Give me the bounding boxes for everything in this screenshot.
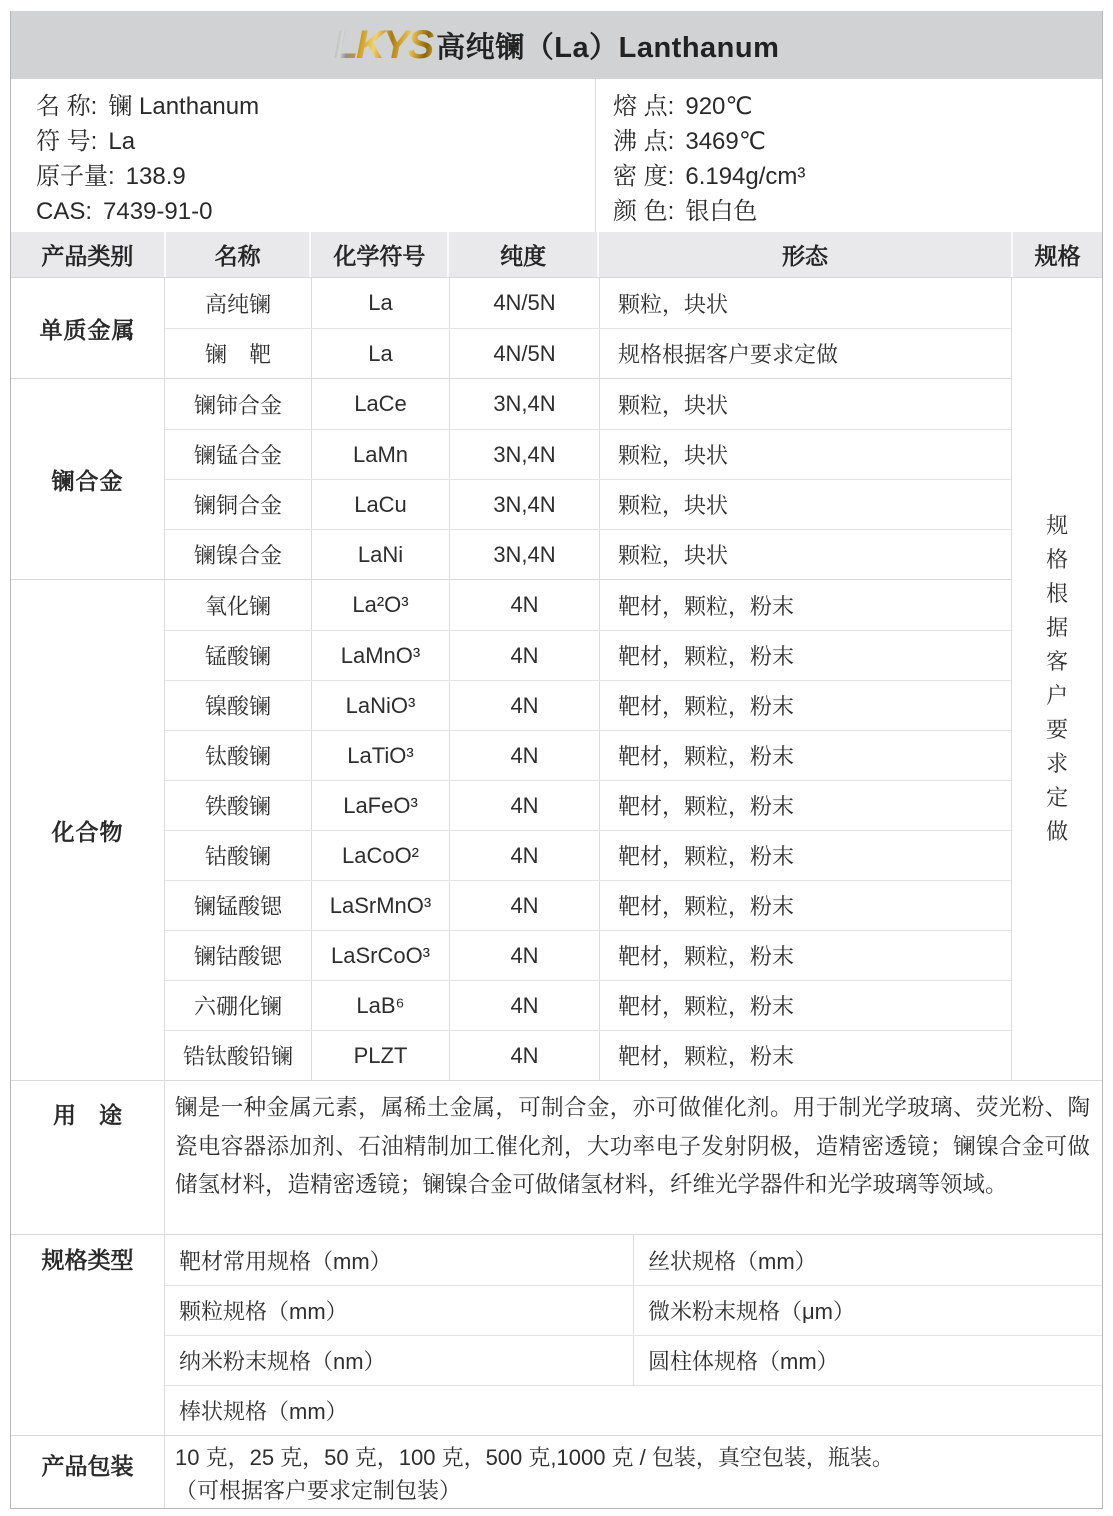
- spec-types-section: [11, 1234, 1102, 1435]
- cell-form: 靶材，颗粒，粉末: [599, 731, 1011, 780]
- spec-type-cell: 圆柱体规格（mm）: [633, 1336, 1102, 1385]
- cell-form: 颗粒，块状: [599, 530, 1011, 579]
- column-header-spec: 规格: [1011, 232, 1102, 277]
- group-rows: [164, 278, 1011, 378]
- cell-symbol: LaMn: [311, 430, 449, 479]
- spec-type-cell: 丝状规格（mm）: [633, 1235, 1102, 1285]
- group-rows: [164, 580, 1011, 1080]
- cell-purity: 4N: [449, 781, 599, 830]
- cell-name: 镧镍合金: [193, 543, 282, 568]
- cell-form: 颗粒，块状: [599, 430, 1011, 479]
- info-label: 原子量:: [36, 163, 115, 190]
- table-row: [165, 328, 1011, 378]
- usage-text: 镧是一种金属元素，属稀土金属，可制合金，亦可做催化剂。用于制光学玻璃、荧光粉、陶瓷电容器添加剂、石油精制加工催化剂，大功率电子发射阴极，造精密透镜；镧镍合金可做储氢材料，造精密透镜；镧镍合金可做储氢材料，纤维光学器件和光学玻璃等领域。: [164, 1081, 1102, 1234]
- spec-type-cell: 纳米粉末规格（nm）: [179, 1349, 386, 1374]
- cell-name: 镧钴酸锶: [193, 944, 282, 969]
- cell-name: 铁酸镧: [204, 794, 271, 819]
- table-row: [165, 479, 1011, 529]
- spec-type-row: [165, 1385, 1102, 1435]
- spec-types-label: 规格类型: [41, 1247, 134, 1273]
- cell-form: 规格根据客户要求定做: [599, 329, 1011, 378]
- table-row: [165, 680, 1011, 730]
- column-header-purity: 纯度: [447, 232, 597, 277]
- info-value: 银白色: [685, 198, 758, 225]
- table-row: [165, 930, 1011, 980]
- cell-name: 钴酸镧: [204, 844, 271, 869]
- product-rows-area: [11, 278, 1011, 1080]
- page-title: 高纯镧（La）Lanthanum: [436, 31, 780, 64]
- info-line-density: [613, 159, 1102, 194]
- cell-purity: 3N,4N: [449, 430, 599, 479]
- cell-symbol: La: [311, 278, 449, 328]
- product-group-alloy: [11, 378, 1011, 579]
- table-row: [165, 278, 1011, 328]
- cell-symbol: LaMnO³: [311, 631, 449, 680]
- cell-form: 靶材，颗粒，粉末: [599, 1031, 1011, 1080]
- cell-symbol: LaCu: [311, 480, 449, 529]
- info-value: 3469℃: [685, 128, 766, 155]
- info-label: 颜 色:: [613, 198, 675, 225]
- cell-purity: 4N/5N: [449, 278, 599, 328]
- cell-purity: 4N: [449, 1031, 599, 1080]
- table-row: [165, 630, 1011, 680]
- spec-types-rows: [164, 1235, 1102, 1435]
- cell-symbol: LaSrMnO³: [311, 881, 449, 930]
- cell-form: 靶材，颗粒，粉末: [599, 580, 1011, 630]
- column-header-name: 名称: [164, 232, 310, 277]
- cell-form: 颗粒，块状: [599, 278, 1011, 328]
- usage-label: 用 途: [53, 1102, 122, 1128]
- info-line-color: [613, 194, 1102, 229]
- column-header-symbol: 化学符号: [309, 232, 447, 277]
- info-value: La: [108, 128, 136, 155]
- cell-purity: 4N: [449, 681, 599, 730]
- cell-symbol: LaNiO³: [311, 681, 449, 730]
- element-info-panel: [11, 79, 1102, 232]
- cell-symbol: LaB⁶: [311, 981, 449, 1030]
- cell-name: 镧锰合金: [193, 443, 282, 468]
- cell-form: 颗粒，块状: [599, 379, 1011, 429]
- group-rows: [164, 379, 1011, 579]
- info-value: 138.9: [125, 163, 186, 190]
- brand-logo: LKYS: [334, 23, 437, 68]
- table-row: [165, 980, 1011, 1030]
- cell-name: 镧锰酸锶: [193, 894, 282, 919]
- cell-name: 钛酸镧: [204, 744, 271, 769]
- cell-purity: 4N: [449, 981, 599, 1030]
- cell-symbol: PLZT: [311, 1031, 449, 1080]
- packaging-section: [11, 1435, 1102, 1508]
- info-value: 6.194g/cm³: [685, 163, 806, 190]
- table-header-row: [11, 232, 1102, 278]
- info-value: 920℃: [685, 93, 753, 120]
- cell-name: 镍酸镧: [204, 694, 271, 719]
- packaging-body: [164, 1436, 1102, 1508]
- table-row: [165, 830, 1011, 880]
- cell-purity: 4N: [449, 631, 599, 680]
- spec-type-cell: 靶材常用规格（mm）: [179, 1248, 392, 1274]
- spec-sheet: [10, 11, 1103, 1509]
- cell-name: 镧铜合金: [193, 493, 282, 518]
- usage-section: [11, 1080, 1102, 1234]
- table-row: [165, 1030, 1011, 1080]
- cell-purity: 4N: [449, 831, 599, 880]
- table-row: [165, 379, 1011, 429]
- cell-purity: 4N: [449, 881, 599, 930]
- info-line-atomic-weight: [36, 159, 595, 194]
- product-table-body: [11, 278, 1102, 1080]
- cell-form: 靶材，颗粒，粉末: [599, 681, 1011, 730]
- category-cell: 化合物: [51, 818, 124, 845]
- cell-symbol: LaTiO³: [311, 731, 449, 780]
- cell-name: 镧铈合金: [193, 392, 282, 418]
- info-label: 名 称:: [36, 93, 98, 120]
- cell-symbol: La: [311, 329, 449, 378]
- info-left-column: [11, 79, 596, 232]
- info-label: 沸 点:: [613, 128, 675, 155]
- cell-purity: 4N/5N: [449, 329, 599, 378]
- cell-name: 氧化镧: [204, 593, 271, 619]
- column-header-category: 产品类别: [41, 243, 134, 269]
- info-line-melting-point: [613, 89, 1102, 124]
- cell-purity: 3N,4N: [449, 480, 599, 529]
- cell-purity: 4N: [449, 580, 599, 630]
- cell-name: 六硼化镧: [193, 994, 282, 1019]
- cell-form: 靶材，颗粒，粉末: [599, 981, 1011, 1030]
- spec-type-row: [165, 1335, 1102, 1385]
- table-row: [165, 730, 1011, 780]
- packaging-line-1: 10 克，25 克，50 克，100 克，500 克,1000 克 / 包装，真空包装，瓶装。: [175, 1445, 894, 1470]
- spec-type-cell: 微米粉末规格（μm）: [633, 1286, 1102, 1335]
- info-label: 符 号:: [36, 128, 98, 155]
- info-line-symbol: [36, 124, 595, 159]
- cell-symbol: LaCe: [311, 379, 449, 429]
- cell-form: 颗粒，块状: [599, 480, 1011, 529]
- product-group-compound: [11, 579, 1011, 1080]
- sheet-header: [11, 11, 1102, 79]
- cell-form: 靶材，颗粒，粉末: [599, 931, 1011, 980]
- cell-name: 锰酸镧: [204, 644, 271, 669]
- cell-symbol: LaFeO³: [311, 781, 449, 830]
- info-label: 密 度:: [613, 163, 675, 190]
- spec-type-row: [165, 1285, 1102, 1335]
- info-line-cas: [36, 194, 595, 229]
- cell-purity: 3N,4N: [449, 530, 599, 579]
- cell-form: 靶材，颗粒，粉末: [599, 781, 1011, 830]
- spec-note-vertical-text: 规格根据客户要求定做: [1046, 513, 1069, 844]
- cell-symbol: LaCoO²: [311, 831, 449, 880]
- info-right-column: [596, 79, 1102, 232]
- table-row: [165, 429, 1011, 479]
- info-line-name: [36, 89, 595, 124]
- column-header-form: 形态: [597, 232, 1011, 277]
- info-label: CAS:: [36, 198, 93, 225]
- packaging-line-2: （可根据客户要求定制包装）: [175, 1478, 462, 1503]
- cell-name: 高纯镧: [204, 291, 271, 317]
- table-row: [165, 580, 1011, 630]
- cell-form: 靶材，颗粒，粉末: [599, 881, 1011, 930]
- spec-type-cell: 颗粒规格（mm）: [179, 1299, 348, 1324]
- cell-name: 锆钛酸铅镧: [182, 1044, 293, 1069]
- info-line-boiling-point: [613, 124, 1102, 159]
- cell-form: 靶材，颗粒，粉末: [599, 831, 1011, 880]
- cell-name: 镧 靶: [204, 342, 271, 367]
- table-row: [165, 529, 1011, 579]
- cell-symbol: LaSrCoO³: [311, 931, 449, 980]
- table-row: [165, 880, 1011, 930]
- spec-type-row: [165, 1235, 1102, 1285]
- info-label: 熔 点:: [613, 93, 675, 120]
- category-cell: 镧合金: [51, 467, 124, 494]
- cell-form: 靶材，颗粒，粉末: [599, 631, 1011, 680]
- packaging-label: 产品包装: [41, 1453, 134, 1479]
- table-row: [165, 780, 1011, 830]
- cell-purity: 4N: [449, 731, 599, 780]
- cell-symbol: LaNi: [311, 530, 449, 579]
- info-value: 7439-91-0: [103, 198, 213, 225]
- info-value: 镧 Lanthanum: [108, 93, 260, 120]
- spec-note-column: [1011, 278, 1102, 1080]
- cell-symbol: La²O³: [311, 580, 449, 630]
- cell-purity: 3N,4N: [449, 379, 599, 429]
- product-group-pure-metal: [11, 278, 1011, 378]
- spec-type-cell: 棒状规格（mm）: [179, 1399, 348, 1424]
- cell-purity: 4N: [449, 931, 599, 980]
- category-cell: 单质金属: [39, 316, 136, 343]
